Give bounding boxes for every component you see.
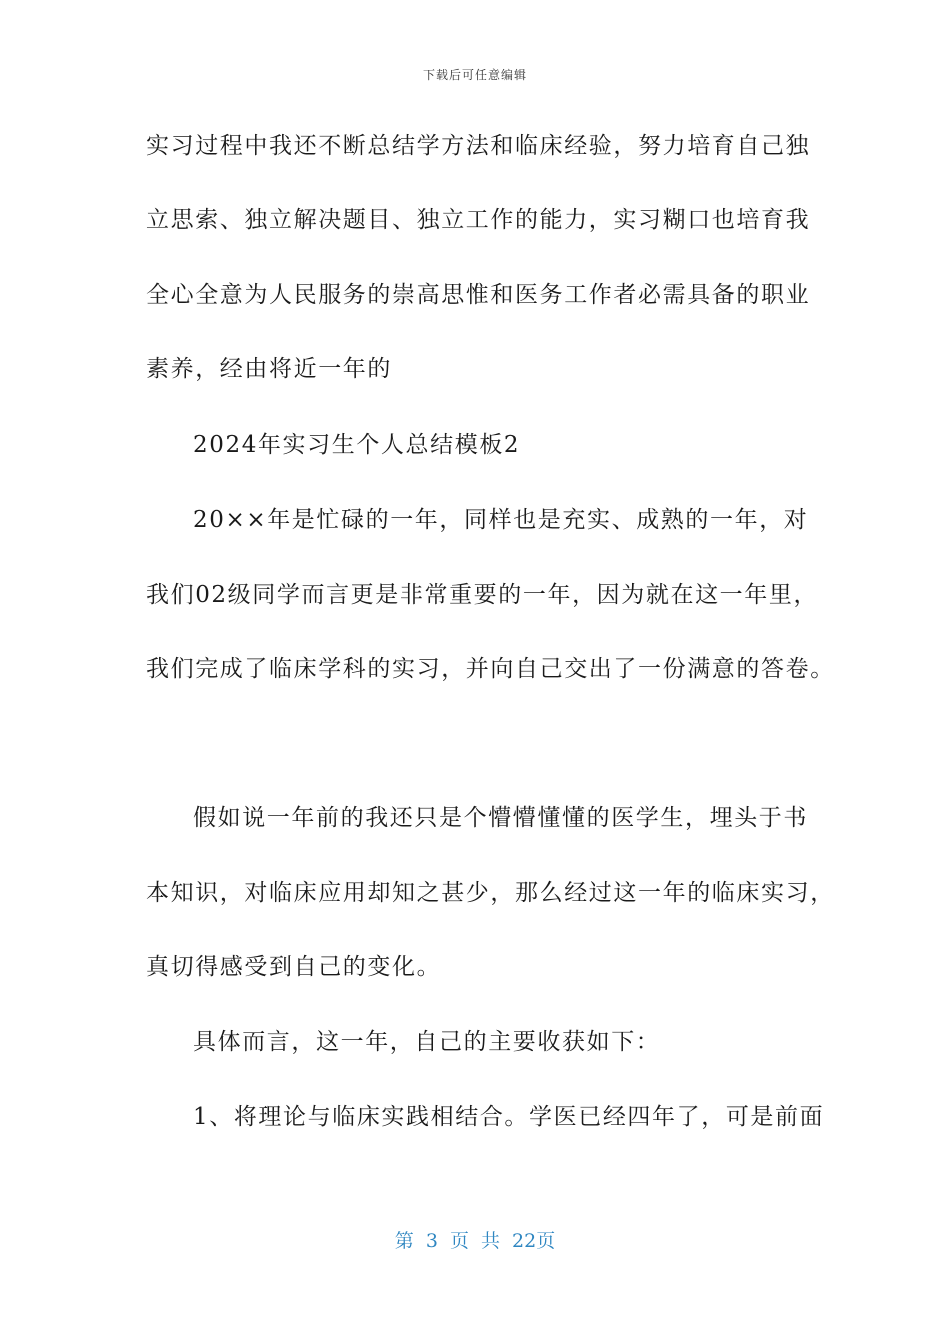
page-footer: 第 3 页 共 22页 <box>394 1230 556 1252</box>
section-title: 2024年实习生个人总结模板2 <box>193 432 521 458</box>
body-line-3: 全心全意为人民服务的崇高思惟和医务工作者必需具备的职业 <box>146 282 811 308</box>
body-line-10: 本知识，对临床应用却知之甚少，那么经过这一年的临床实习， <box>146 880 835 906</box>
body-line-2: 立思索、独立解决题目、独立工作的能力，实习糊口也培育我 <box>146 207 811 233</box>
body-line-8: 我们完成了临床学科的实习，并向自己交出了一份满意的答卷。 <box>146 656 835 682</box>
body-line-7: 我们02级同学而言更是非常重要的一年，因为就在这一年里， <box>146 582 819 608</box>
body-line-4: 素养，经由将近一年的 <box>146 356 392 382</box>
body-line-11: 真切得感受到自己的变化。 <box>146 954 442 980</box>
page-header: 下载后可任意编辑 <box>422 68 527 82</box>
body-line-1: 实习过程中我还不断总结学方法和临床经验，努力培育自己独 <box>146 133 811 159</box>
body-line-12: 具体而言，这一年，自己的主要收获如下： <box>193 1029 661 1055</box>
body-line-6: 20××年是忙碌的一年，同样也是充实、成熟的一年，对 <box>193 507 809 533</box>
body-line-9: 假如说一年前的我还只是个懵懵懂懂的医学生，埋头于书 <box>193 805 808 831</box>
body-line-13: 1、将理论与临床实践相结合。学医已经四年了，可是前面 <box>193 1104 825 1130</box>
